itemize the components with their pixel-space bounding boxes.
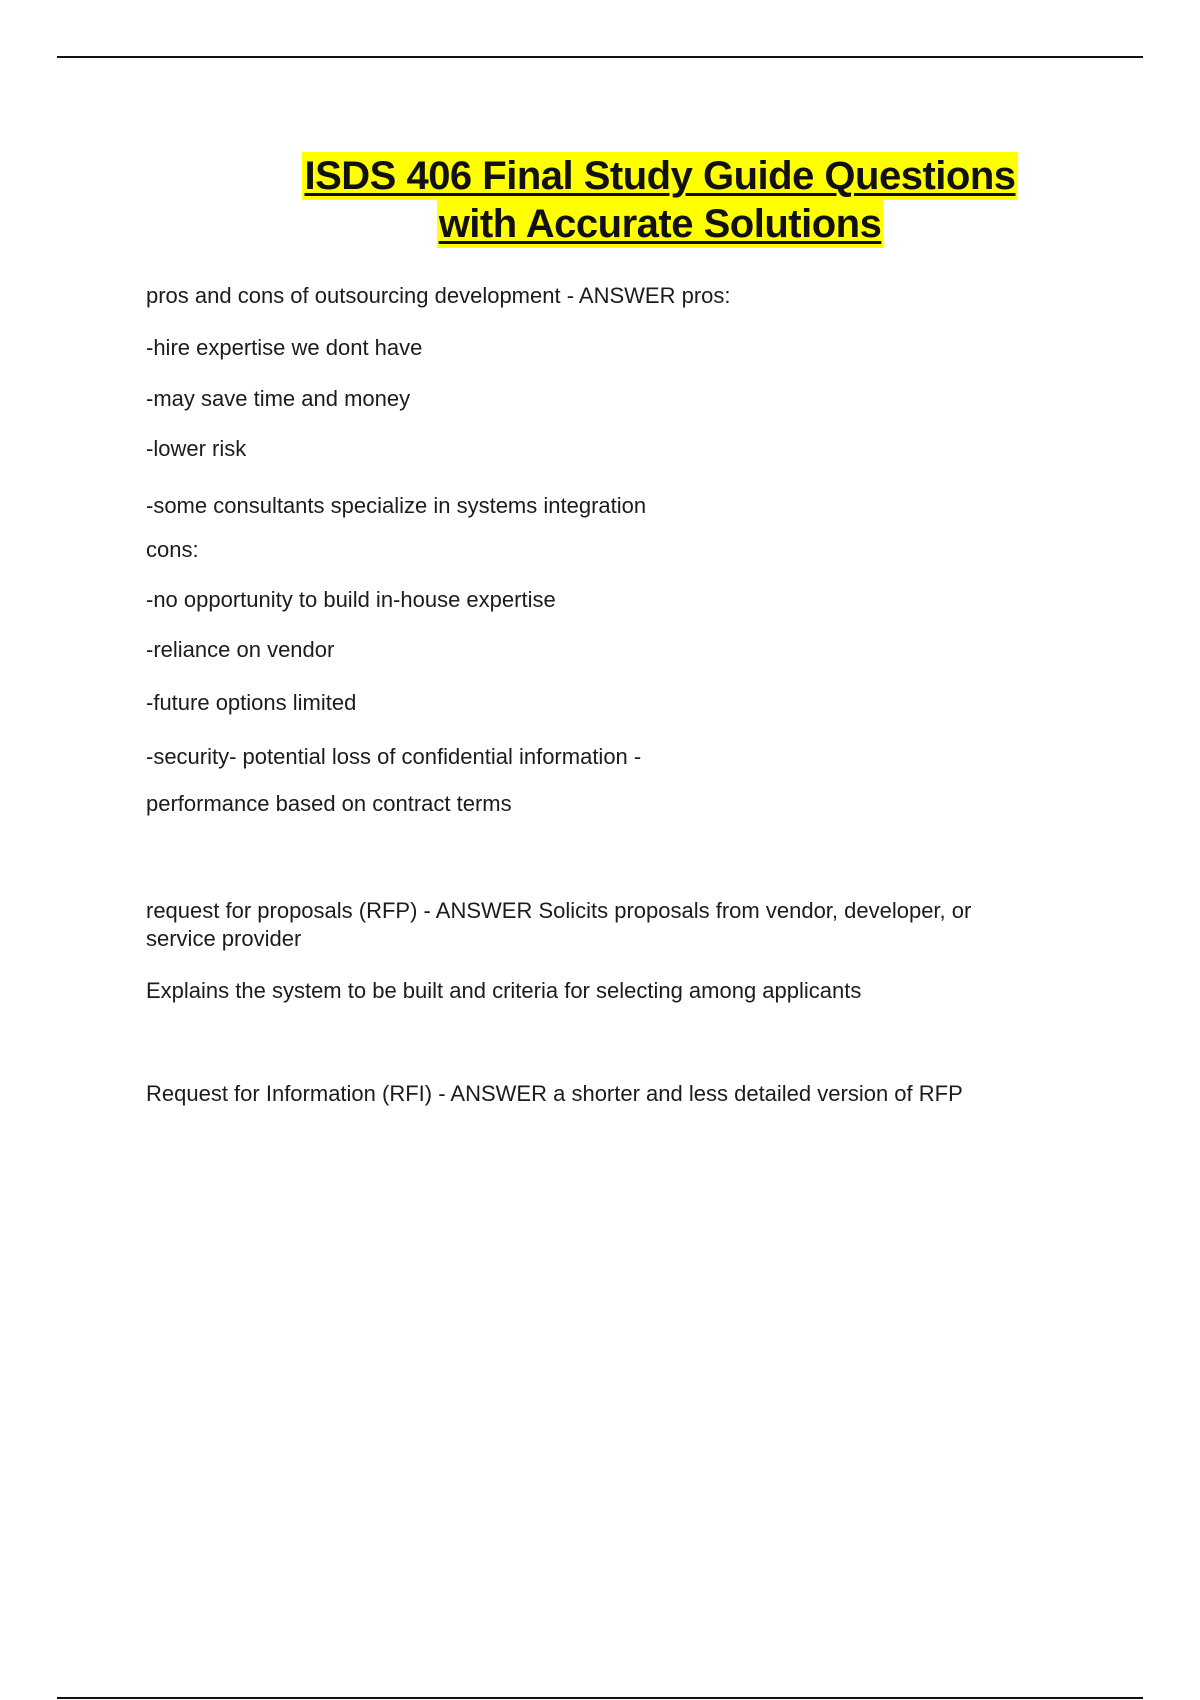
title-line-1: ISDS 406 Final Study Guide Questions (304, 154, 1016, 198)
answer-line: -security- potential loss of confidential information - (146, 744, 642, 769)
question-rfp: request for proposals (RFP) - ANSWER Solicits proposals from vendor, developer, or service provider (146, 898, 972, 951)
answer-line: cons: (146, 537, 199, 562)
bottom-rule (57, 1697, 1143, 1699)
question-rfi: Request for Information (RFI) - ANSWER a shorter and less detailed version of RFP (146, 1081, 963, 1106)
answer-line: -lower risk (146, 436, 247, 461)
answer-line: performance based on contract terms (146, 791, 512, 816)
top-rule (57, 56, 1143, 58)
answer-line: -some consultants specialize in systems integration (146, 493, 647, 518)
answer-line: -future options limited (146, 690, 357, 715)
answer-line: -hire expertise we dont have (146, 335, 423, 360)
answer-line: -may save time and money (146, 386, 411, 411)
title-line-2: with Accurate Solutions (438, 202, 882, 246)
document-title (250, 152, 1070, 248)
answer-line: Explains the system to be built and criteria for selecting among applicants (146, 978, 862, 1003)
answer-line: -no opportunity to build in-house expertise (146, 587, 556, 612)
answer-line: -reliance on vendor (146, 637, 335, 662)
question-outsourcing: pros and cons of outsourcing development - ANSWER pros: (146, 283, 731, 308)
